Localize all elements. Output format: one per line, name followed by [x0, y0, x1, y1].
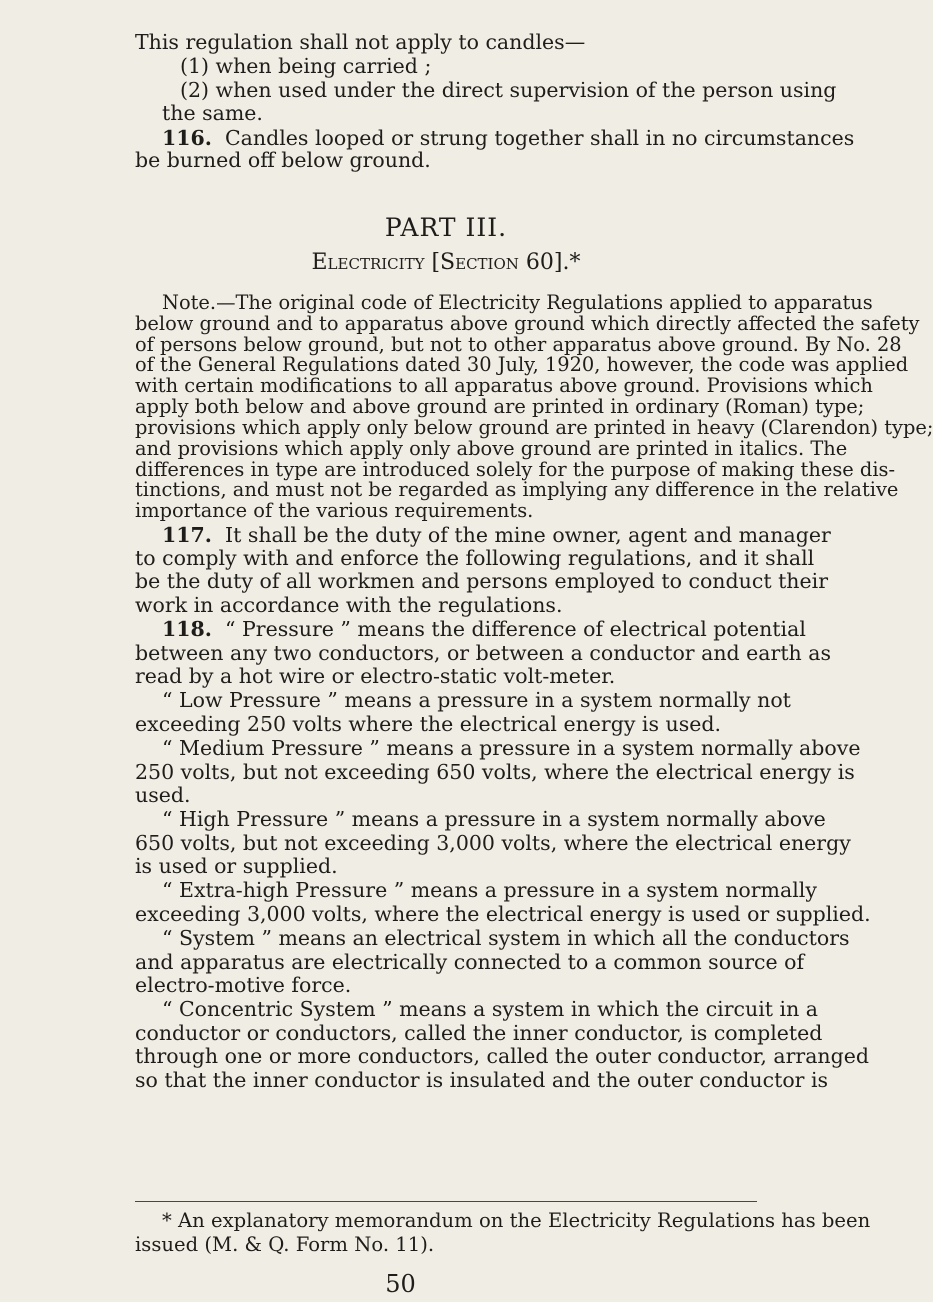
note-line: provisions which apply only below ground are printed in heavy (Clarendon) type; [135, 416, 933, 439]
note-line: differences in type are introduced solely for the purpose of making these dis- [135, 458, 896, 481]
reg-117-line: be the duty of all workmen and persons employed to conduct their [135, 569, 828, 593]
definition-line: “ Concentric System ” means a system in which the circuit in a [162, 997, 819, 1021]
reg-117-number: 117. [162, 523, 212, 547]
definition-line: 650 volts, but not exceeding 3,000 volts, where the electrical energy [135, 831, 851, 855]
definition-line: and apparatus are electrically connected to a common source of [135, 950, 805, 974]
note-line: apply both below and above ground are printed in ordinary (Roman) type; [135, 395, 865, 418]
reg-117-text: It shall be the duty of the mine owner, agent and manager [224, 523, 831, 547]
candles-intro: This regulation shall not apply to candles— [135, 30, 586, 54]
definition-line: through one or more conductors, called the outer conductor, arranged [135, 1044, 869, 1068]
note-line: importance of the various requirements. [135, 499, 534, 522]
page-number: 50 [385, 1270, 416, 1298]
reg-116-line-2: be burned off below ground. [135, 148, 431, 172]
reg-118-line: read by a hot wire or electro-static volt-meter. [135, 664, 616, 688]
reg-118-text: “ Pressure ” means the difference of electrical potential [224, 617, 806, 641]
reg-118-number: 118. [162, 617, 212, 641]
reg-116-number: 116. [162, 126, 212, 150]
definition-line: used. [135, 783, 191, 807]
candles-item-2-line-1: (2) when used under the direct supervision of the person using [180, 78, 837, 102]
definition-line: “ System ” means an electrical system in which all the conductors [162, 926, 850, 950]
note-line: of persons below ground, but not to other apparatus above ground. By No. 28 [135, 333, 902, 356]
definition-line: “ High Pressure ” means a pressure in a system normally above [162, 807, 826, 831]
definition-line: “ Extra-high Pressure ” means a pressure in a system normally [162, 878, 817, 902]
note-line: Note.—The original code of Electricity Regulations applied to apparatus [162, 291, 873, 314]
reg-118-line: between any two conductors, or between a conductor and earth as [135, 641, 832, 665]
definition-line: exceeding 3,000 volts, where the electrical energy is used or supplied. [135, 902, 871, 926]
definition-line: “ Low Pressure ” means a pressure in a system normally not [162, 688, 791, 712]
reg-118-line-1 [162, 617, 806, 642]
definition-line: conductor or conductors, called the inner conductor, is completed [135, 1021, 823, 1045]
part-subheading: Electricity [Section 60].* [311, 250, 581, 275]
note-line: with certain modifications to all apparatus above ground. Provisions which [135, 374, 873, 397]
reg-116-text-1: Candles looped or strung together shall in no circumstances [224, 126, 855, 150]
definition-line: electro-motive force. [135, 973, 352, 997]
part-heading: PART III. [384, 213, 508, 242]
note-line: tinctions, and must not be regarded as implying any difference in the relative [135, 478, 899, 501]
footnote-line-1: * An explanatory memorandum on the Electricity Regulations has been [162, 1209, 871, 1232]
reg-117-line-1 [162, 523, 831, 548]
definition-line: is used or supplied. [135, 854, 338, 878]
reg-117-line: work in accordance with the regulations. [135, 593, 563, 617]
candles-item-2-line-2: the same. [162, 101, 263, 125]
definition-line: so that the inner conductor is insulated and the outer conductor is [135, 1068, 829, 1092]
note-line: of the General Regulations dated 30 July, 1920, however, the code was applied [135, 353, 909, 376]
definition-line: “ Medium Pressure ” means a pressure in a system normally above [162, 736, 861, 760]
candles-item-1: (1) when being carried ; [180, 54, 432, 78]
note-line: below ground and to apparatus above ground which directly affected the safety [135, 312, 920, 335]
note-line: and provisions which apply only above ground are printed in italics. The [135, 437, 848, 460]
definition-line: exceeding 250 volts where the electrical energy is used. [135, 712, 722, 736]
definition-line: 250 volts, but not exceeding 650 volts, where the electrical energy is [135, 760, 855, 784]
reg-117-line: to comply with and enforce the following regulations, and it shall [135, 546, 815, 570]
footnote-rule [135, 1201, 757, 1202]
footnote-line-2: issued (M. & Q. Form No. 11). [135, 1233, 435, 1256]
